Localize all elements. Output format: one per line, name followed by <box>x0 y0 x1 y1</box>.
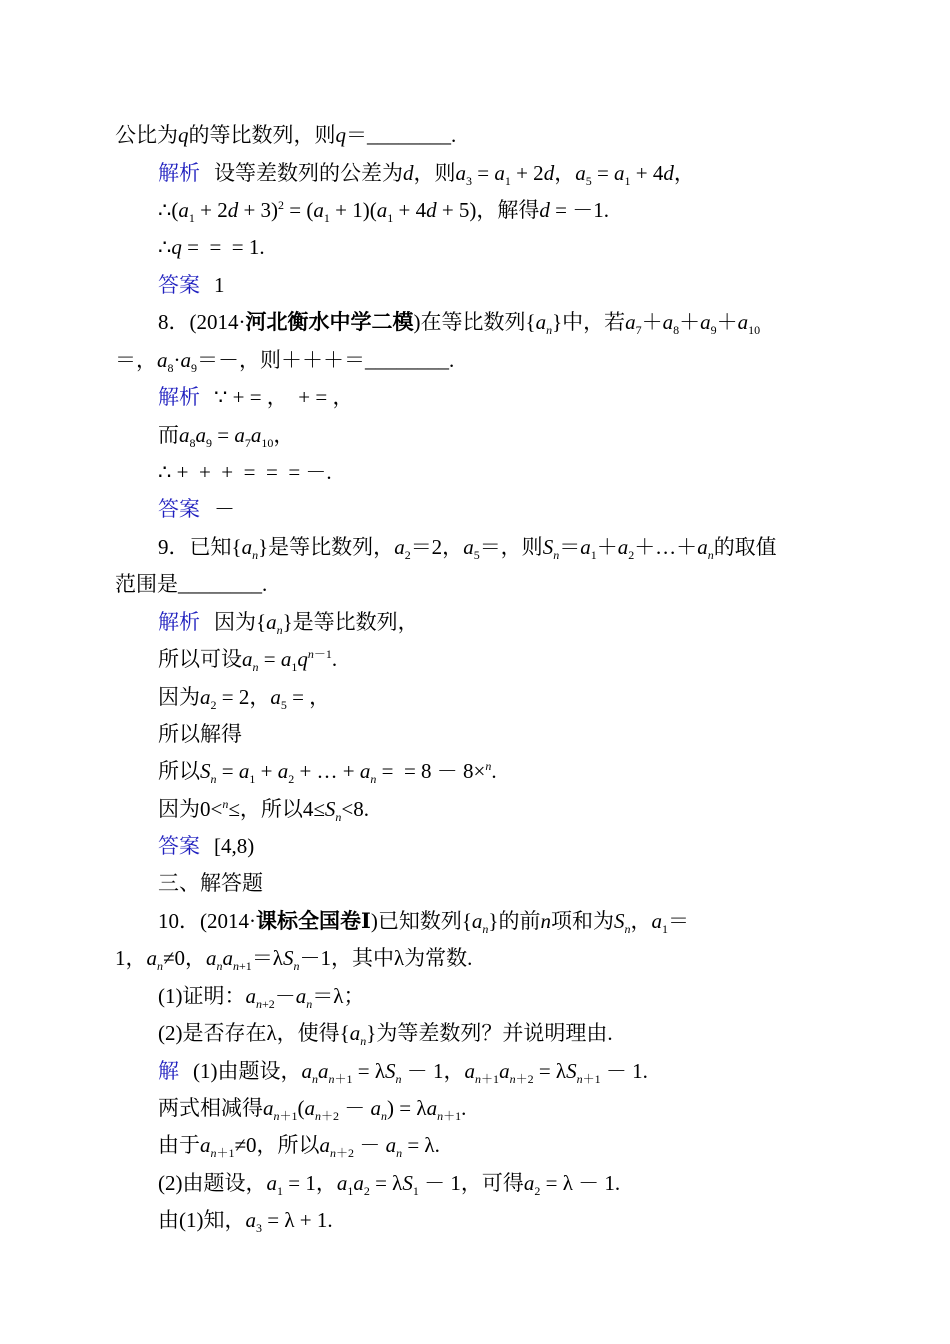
section-heading: 三、解答题 <box>158 871 263 895</box>
answer-label: 答案 <box>158 273 200 297</box>
solution-line: 解析 设等差数列的公差为d，则$a_3 = a_1 + 2d$，$a_5 = a_1 + 4d$， <box>158 161 695 189</box>
text-line: 所以$S_n = a_1 + a_2$ + … + $a_n$ = = 8 － 8×$^n$. <box>158 759 497 787</box>
solution-line: 解析 ∵ + = ， + = ， <box>158 385 354 409</box>
solution-line: 解 (1)由题设，$a_na_{n+1} = \lambda S_n - 1$，$a_{n+1}a_{n+2} = \lambda S_{n+1} - 1$. <box>158 1059 648 1087</box>
text-line: ＝，$a_8\cdot a_9=-$，则＋＋＋＝________. <box>115 348 455 376</box>
text-line: 因为0<$^n$≤，所以$4\le S_n<8$. <box>158 797 369 825</box>
text-line: 由(1)知，$a_3 = \lambda + 1$. <box>158 1208 333 1236</box>
answer-line: 答案 － <box>158 497 235 521</box>
text-line: $\therefore(a_1 + 2d + 3)^2 = (a_1 + 1)(a_1 + 4d + 5)$，解得d = －1. <box>158 198 610 226</box>
analysis-label: 解析 <box>158 610 200 634</box>
answer-label: 答案 <box>158 834 200 858</box>
text-line: 两式相减得$a_{n+1}(a_{n+2} - a_n) = \lambda a_{n+1}$. <box>158 1096 467 1124</box>
text-line: 由于$a_{n+1}\ne 0$，所以$a_{n+2} - a_n = \lambda$. <box>158 1133 440 1161</box>
question-line: 8．(2014·河北衡水中学二模)在等比数列$\{a_n\}$中，若$a_7+a_8+a_9+a_{10}$ <box>158 310 761 338</box>
solution-label: 解 <box>158 1059 179 1083</box>
question-line: 10．(2014·课标全国卷Ⅰ)已知数列$\{a_n\}$的前n项和为$S_n$，$a_1=$ <box>158 909 689 937</box>
text-line: 公比为q的等比数列，则q＝________. <box>115 123 457 147</box>
text-line: 所以可设$a_n = a_1q^{n-1}$. <box>158 647 338 675</box>
text-line: 范围是________. <box>115 572 268 596</box>
text-line: ∴ + + + = = = －. <box>158 460 332 484</box>
text-line: 1，$a_n\ne 0$，$a_na_{n+1}=\lambda S_n-1$，其中λ为常数. <box>115 946 473 974</box>
text-line: 所以解得 <box>158 722 242 746</box>
text-line: ∴q = = = 1. <box>158 235 265 259</box>
text-line: 而$a_8a_9 = a_7a_{10}$， <box>158 423 295 451</box>
text-line: (2)由题设，$a_1 = 1$，$a_1a_2 = \lambda S_1 - 1$，可得$a_2 = \lambda - 1$. <box>158 1171 621 1199</box>
text-line: (1)证明：$a_{n+2}-a_n=\lambda$； <box>158 984 365 1012</box>
question-line: 9．已知$\{a_n\}$是等比数列，$a_2=2$，$a_5=$，则$S_n=a_1+a_2+\dots+a_n$的取值 <box>158 535 777 563</box>
analysis-label: 解析 <box>158 161 200 185</box>
text-line: 因为$a_2 = 2$，$a_5$ = ， <box>158 685 331 713</box>
analysis-label: 解析 <box>158 385 200 409</box>
answer-line: 答案 [4,8) <box>158 834 255 858</box>
text-line: (2)是否存在λ，使得$\{a_n\}$为等差数列？并说明理由. <box>158 1021 613 1049</box>
solution-line: 解析 因为$\{a_n\}$是等比数列， <box>158 610 419 638</box>
answer-line: 答案 1 <box>158 273 225 297</box>
answer-label: 答案 <box>158 497 200 521</box>
